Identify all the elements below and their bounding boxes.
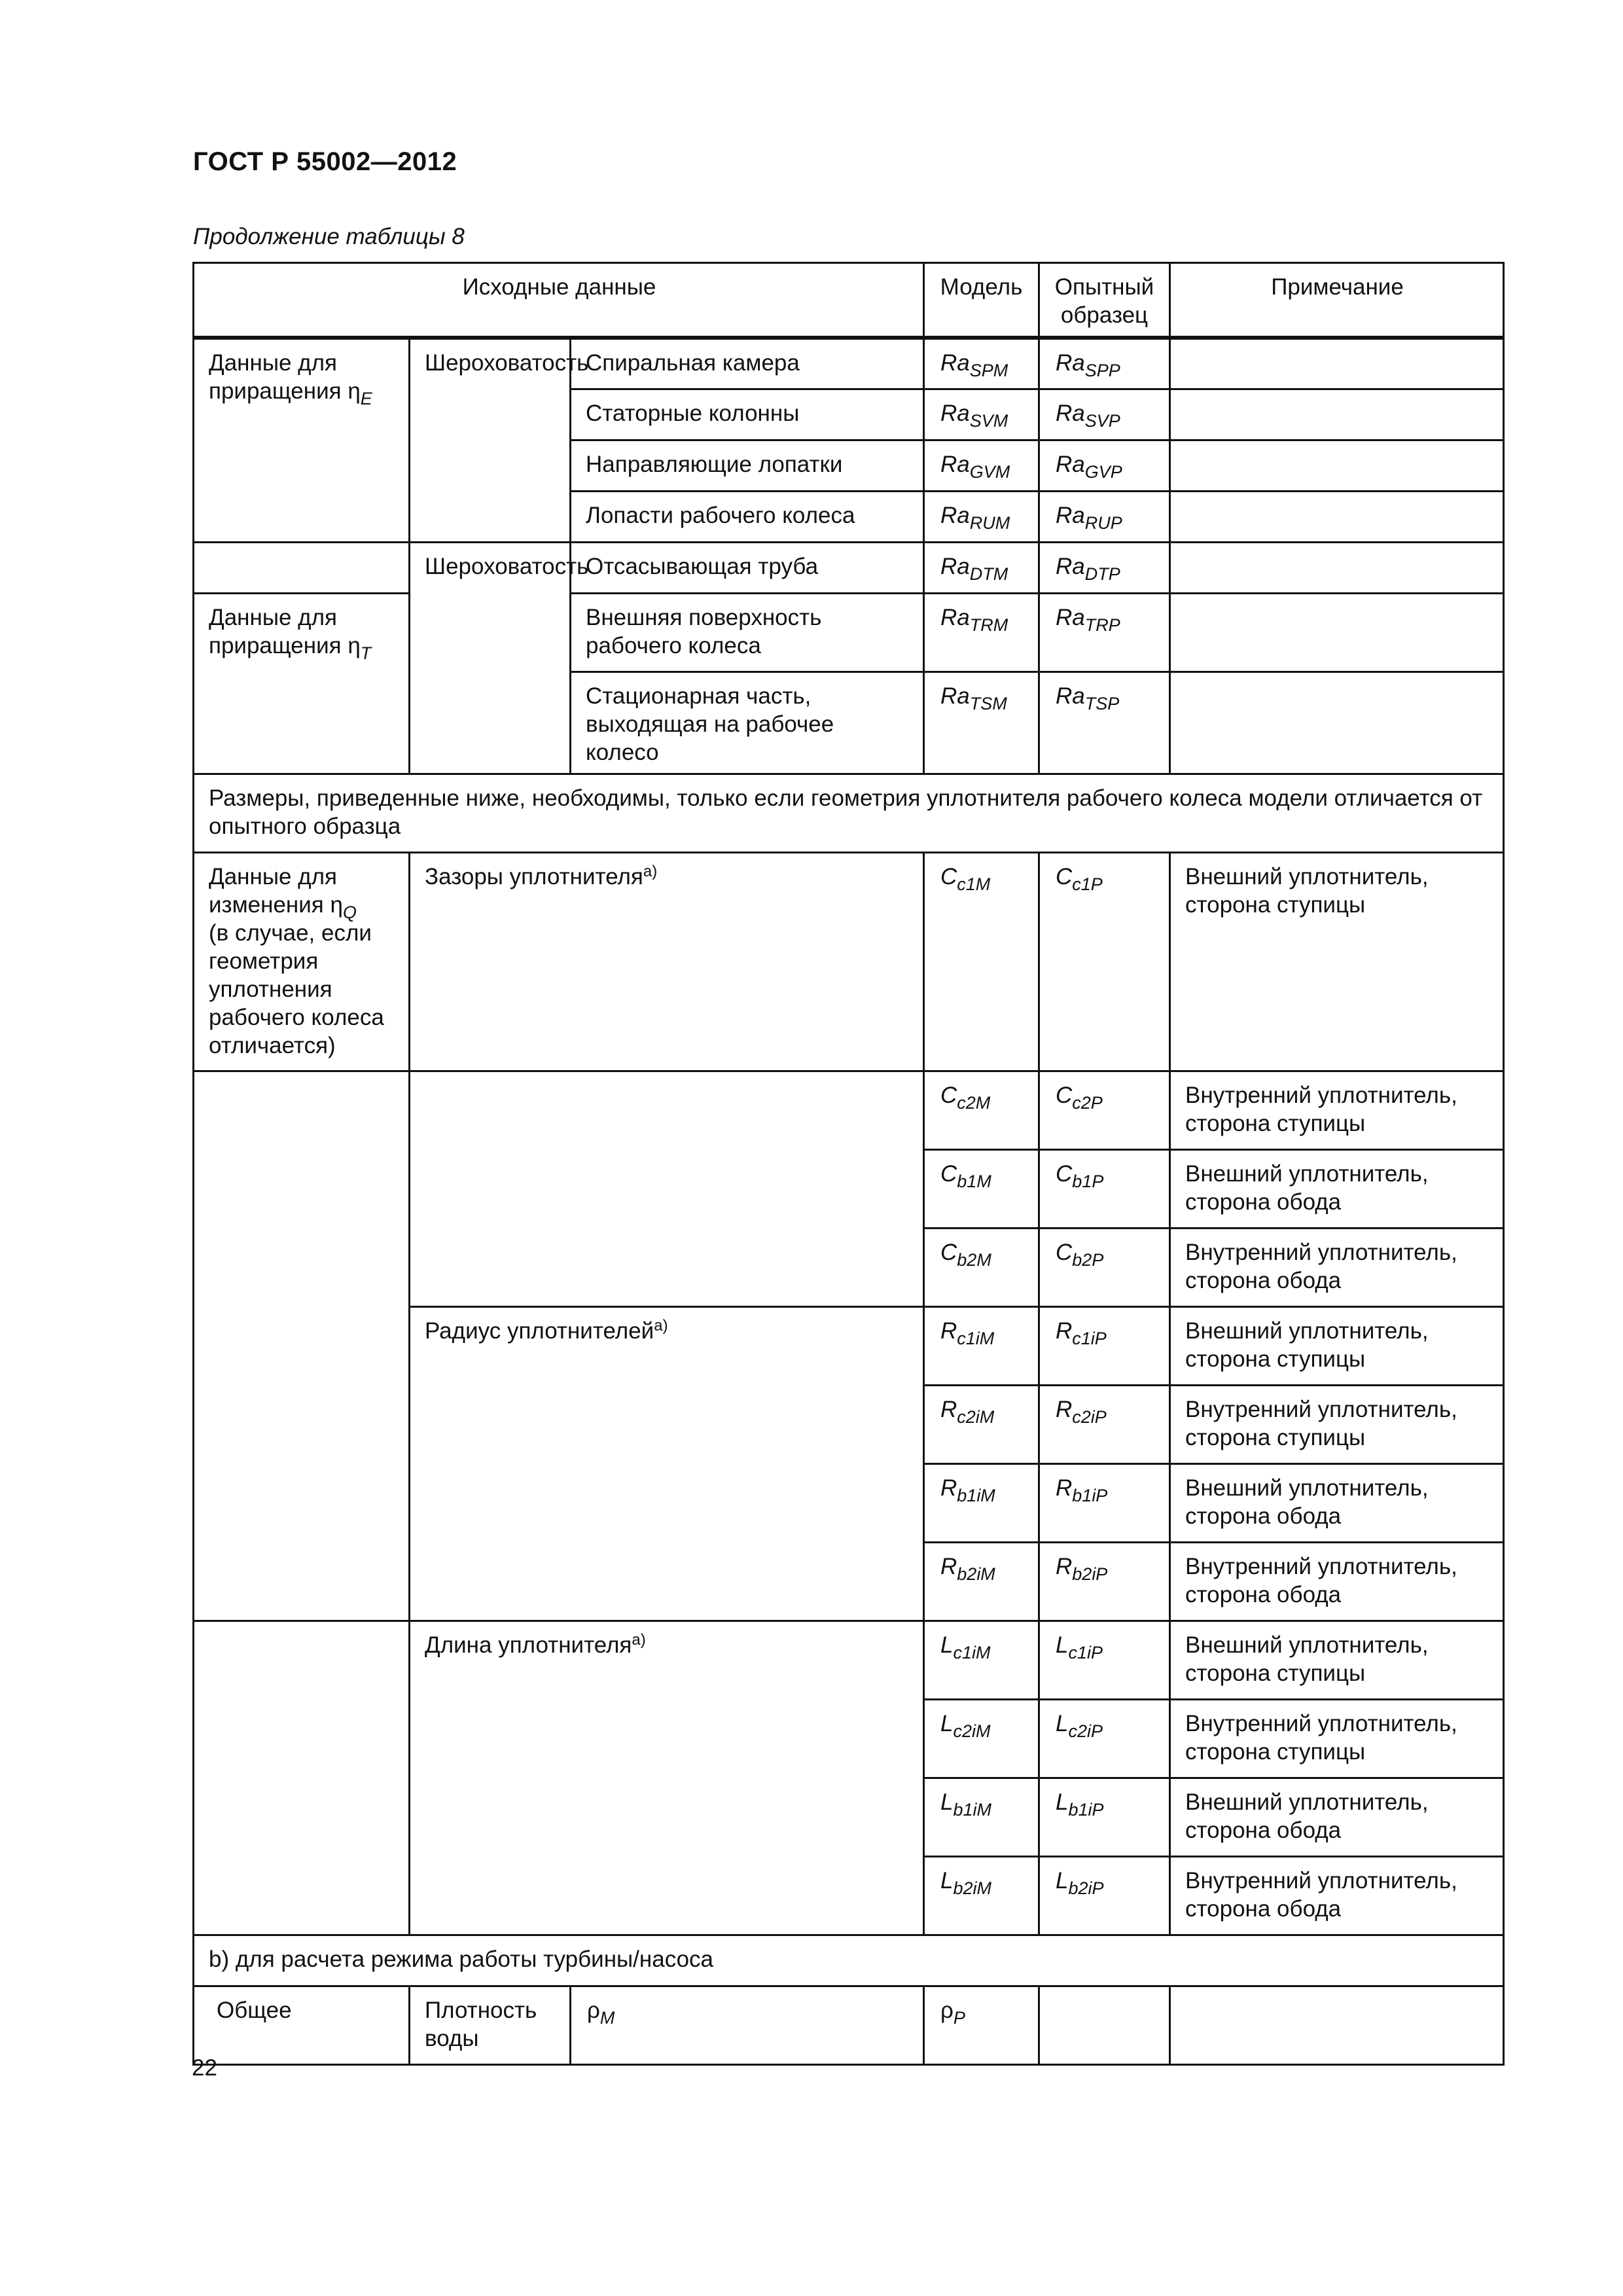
column-header-model: Модель	[924, 263, 1039, 338]
note-cell: Внутренний уплотнитель, сторона обода	[1170, 1856, 1504, 1935]
model-symbol: $Ra_{DTM}$	[924, 542, 1039, 593]
model-symbol: $R_{c2iM}$	[924, 1385, 1039, 1463]
model-symbol: $Ra_{RUM}$	[924, 491, 1039, 542]
note-cell: Внутренний уплотнитель, сторона ступицы	[1170, 1699, 1504, 1778]
note-cell	[1170, 672, 1504, 774]
empty-cell	[1039, 1986, 1170, 2064]
prototype-symbol: $Ra_{TRP}$	[1039, 593, 1170, 672]
eta-q-label: Данные для изменения η	[209, 863, 343, 918]
empty-cell	[194, 1071, 410, 1621]
prototype-symbol: $C_{c1P}$	[1039, 852, 1170, 1071]
eta-e-label-cell	[194, 338, 410, 542]
model-symbol: $L_{c2iM}$	[924, 1699, 1039, 1778]
prototype-symbol: $R_{c2iP}$	[1039, 1385, 1170, 1463]
empty-cell	[410, 1071, 924, 1306]
model-symbol: $C_{c1M}$	[924, 852, 1039, 1071]
eta-t-label-cell	[194, 593, 410, 774]
note-cell: Внешний уплотнитель, сторона ступицы	[1170, 852, 1504, 1071]
part-name: Внешняя поверхность рабочего колеса	[571, 593, 924, 672]
note-cell: Внутренний уплотнитель, сторона ступицы	[1170, 1385, 1504, 1463]
part-name: Статорные колонны	[571, 389, 924, 440]
table-row	[194, 774, 1504, 852]
seal-note: Размеры, приведенные ниже, необходимы, только если геометрия уплотнителя рабочего колеса модели отличается от опытного образца	[194, 774, 1504, 852]
prototype-symbol: $Ra_{TSP}$	[1039, 672, 1170, 774]
model-symbol: $C_{c2M}$	[924, 1071, 1039, 1149]
note-cell: Внешний уплотнитель, сторона обода	[1170, 1149, 1504, 1228]
data-table	[192, 262, 1505, 2066]
roughness-label-t: Шероховатость	[410, 542, 571, 774]
column-header-prototype: Опытный образец	[1039, 263, 1170, 338]
eta-q-label-cell	[194, 852, 410, 1071]
water-density-label: Плотность воды	[410, 1986, 571, 2064]
roughness-label-e: Шероховатость	[410, 338, 571, 542]
prototype-symbol: $Ra_{SVP}$	[1039, 389, 1170, 440]
table-row	[194, 593, 1504, 672]
prototype-symbol: $R_{b2iP}$	[1039, 1542, 1170, 1621]
footnote-mark: a)	[654, 1316, 668, 1335]
empty-cell	[194, 542, 410, 593]
table-row	[194, 1986, 1504, 2064]
prototype-symbol: $L_{c2iP}$	[1039, 1699, 1170, 1778]
model-symbol: $R_{c1iM}$	[924, 1306, 1039, 1385]
part-name: Стационарная часть, выходящая на рабочее колесо	[571, 672, 924, 774]
part-name: Направляющие лопатки	[571, 440, 924, 491]
note-cell	[1170, 389, 1504, 440]
empty-cell	[194, 1621, 410, 1935]
eta-e-subscript: E	[360, 389, 372, 408]
table-row	[194, 1621, 1504, 1699]
note-cell: Внутренний уплотнитель, сторона обода	[1170, 1542, 1504, 1621]
seal-length-label: Длина уплотнителя	[425, 1632, 632, 1658]
model-symbol: $R_{b1iM}$	[924, 1463, 1039, 1542]
seal-gaps-label: Зазоры уплотнителя	[425, 863, 643, 889]
prototype-symbol: $R_{b1iP}$	[1039, 1463, 1170, 1542]
table-row	[194, 542, 1504, 593]
table-row	[194, 852, 1504, 1071]
rho-prototype-symbol: $\rho_P$	[924, 1986, 1039, 2064]
prototype-symbol: $C_{c2P}$	[1039, 1071, 1170, 1149]
rho-model-symbol: $\rho_M$	[571, 1986, 924, 2064]
model-symbol: $Ra_{TSM}$	[924, 672, 1039, 774]
eta-e-label: Данные для приращения η	[209, 350, 361, 404]
prototype-symbol: $Ra_{RUP}$	[1039, 491, 1170, 542]
note-cell: Внешний уплотнитель, сторона обода	[1170, 1463, 1504, 1542]
note-cell: Внутренний уплотнитель, сторона ступицы	[1170, 1071, 1504, 1149]
note-cell: Внешний уплотнитель, сторона обода	[1170, 1778, 1504, 1856]
model-symbol: $Ra_{SVM}$	[924, 389, 1039, 440]
part-name: Лопасти рабочего колеса	[571, 491, 924, 542]
column-header-source-data: Исходные данные	[194, 263, 924, 338]
prototype-symbol: $C_{b2P}$	[1039, 1228, 1170, 1306]
model-symbol: $Ra_{TRM}$	[924, 593, 1039, 672]
model-symbol: $R_{b2iM}$	[924, 1542, 1039, 1621]
prototype-symbol: $L_{b2iP}$	[1039, 1856, 1170, 1935]
model-symbol: $L_{b2iM}$	[924, 1856, 1039, 1935]
table-header-row	[194, 263, 1504, 338]
note-cell: Внешний уплотнитель, сторона ступицы	[1170, 1621, 1504, 1699]
eta-t-label: Данные для приращения η	[209, 604, 361, 658]
eta-q-note: (в случае, если геометрия уплотнения рабочего колеса отличается)	[209, 920, 384, 1058]
note-cell	[1170, 542, 1504, 593]
prototype-symbol: $C_{b1P}$	[1039, 1149, 1170, 1228]
part-name: Спиральная камера	[571, 338, 924, 389]
note-cell: Внешний уплотнитель, сторона ступицы	[1170, 1306, 1504, 1385]
model-symbol: $L_{c1iM}$	[924, 1621, 1039, 1699]
model-symbol: $Ra_{SPM}$	[924, 338, 1039, 389]
general-label: Общее	[194, 1986, 410, 2064]
part-name: Отсасывающая труба	[571, 542, 924, 593]
note-cell	[1170, 491, 1504, 542]
seal-gaps-label-cell	[410, 852, 924, 1071]
note-cell	[1170, 1986, 1504, 2064]
footnote-mark: a)	[643, 862, 658, 880]
prototype-symbol: $Ra_{SPP}$	[1039, 338, 1170, 389]
note-cell: Внутренний уплотнитель, сторона обода	[1170, 1228, 1504, 1306]
model-symbol: $C_{b1M}$	[924, 1149, 1039, 1228]
column-header-note: Примечание	[1170, 263, 1504, 338]
prototype-symbol: $L_{c1iP}$	[1039, 1621, 1170, 1699]
prototype-symbol: $R_{c1iP}$	[1039, 1306, 1170, 1385]
footnote-mark: a)	[632, 1630, 646, 1649]
model-symbol: $Ra_{GVM}$	[924, 440, 1039, 491]
table-caption: Продолжение таблицы 8	[193, 224, 465, 249]
seal-radius-label: Радиус уплотнителей	[425, 1318, 654, 1344]
prototype-symbol: $Ra_{GVP}$	[1039, 440, 1170, 491]
table-row	[194, 338, 1504, 389]
prototype-symbol: $Ra_{DTP}$	[1039, 542, 1170, 593]
model-symbol: $C_{b2M}$	[924, 1228, 1039, 1306]
seal-length-label-cell	[410, 1621, 924, 1935]
prototype-symbol: $L_{b1iP}$	[1039, 1778, 1170, 1856]
note-cell	[1170, 338, 1504, 389]
document-title: ГОСТ Р 55002—2012	[193, 147, 457, 176]
note-cell	[1170, 440, 1504, 491]
eta-t-subscript: T	[360, 643, 372, 663]
section-b-heading: b) для расчета режима работы турбины/насоса	[194, 1935, 1504, 1986]
note-cell	[1170, 593, 1504, 672]
eta-q-subscript: Q	[342, 902, 357, 922]
page-number: 22	[192, 2055, 217, 2081]
table-row	[194, 1935, 1504, 1986]
table-row	[194, 1071, 1504, 1149]
seal-radius-label-cell	[410, 1306, 924, 1621]
model-symbol: $L_{b1iM}$	[924, 1778, 1039, 1856]
